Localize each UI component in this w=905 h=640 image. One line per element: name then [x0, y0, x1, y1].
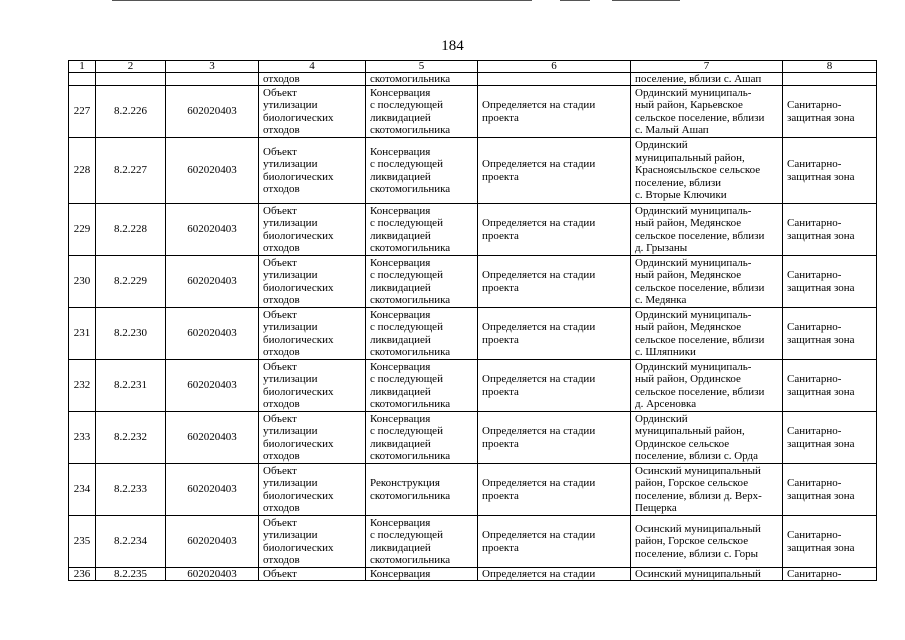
- object-cell: Объект утилизации биологических отходов: [259, 86, 366, 138]
- row-number-cell: 232: [69, 360, 96, 412]
- page-number: 184: [441, 38, 464, 54]
- action-cell: Консервация: [366, 568, 478, 581]
- action-cell: Консервация с последующей ликвидацией скотомогильника: [366, 308, 478, 360]
- location-cell: Осинский муниципальный район, Горское сельское поселение, вблизи с. Горы: [631, 516, 783, 568]
- location-cell: поселение, вблизи с. Ашап: [631, 73, 783, 86]
- oktmo-code-cell: 602020403: [166, 138, 259, 204]
- object-cell: Объект: [259, 568, 366, 581]
- item-code-cell: 8.2.230: [96, 308, 166, 360]
- table-row: [69, 464, 877, 516]
- row-number-cell: 227: [69, 86, 96, 138]
- item-code-cell: 8.2.233: [96, 464, 166, 516]
- zone-cell: Санитарно- защитная зона: [783, 464, 877, 516]
- item-code-cell: 8.2.228: [96, 204, 166, 256]
- zone-cell: Санитарно- защитная зона: [783, 516, 877, 568]
- action-cell: Консервация с последующей ликвидацией скотомогильника: [366, 516, 478, 568]
- term-cell: Определяется на стадии проекта: [478, 86, 631, 138]
- column-number: 5: [366, 61, 478, 73]
- location-cell: Ординский муниципаль- ный район, Ординское сельское поселение, вблизи д. Арсеновка: [631, 360, 783, 412]
- zone-cell: Санитарно-: [783, 568, 877, 581]
- item-code-cell: 8.2.227: [96, 138, 166, 204]
- zone-cell: Санитарно- защитная зона: [783, 204, 877, 256]
- term-cell: Определяется на стадии проекта: [478, 464, 631, 516]
- row-number-cell: 229: [69, 204, 96, 256]
- row-number-cell: 228: [69, 138, 96, 204]
- table-row: [69, 412, 877, 464]
- column-number: 1: [69, 61, 96, 73]
- item-code-cell: 8.2.232: [96, 412, 166, 464]
- table-row: [69, 308, 877, 360]
- table-row: [69, 516, 877, 568]
- zone-cell: Санитарно- защитная зона: [783, 412, 877, 464]
- action-cell: Консервация с последующей ликвидацией скотомогильника: [366, 138, 478, 204]
- column-number: 8: [783, 61, 877, 73]
- item-code-cell: 8.2.226: [96, 86, 166, 138]
- scan-edge-mark: [112, 0, 532, 1]
- oktmo-code-cell: 602020403: [166, 308, 259, 360]
- action-cell: Консервация с последующей ликвидацией скотомогильника: [366, 256, 478, 308]
- term-cell: Определяется на стадии проекта: [478, 308, 631, 360]
- zone-cell: Санитарно- защитная зона: [783, 308, 877, 360]
- object-cell: Объект утилизации биологических отходов: [259, 308, 366, 360]
- column-number: 2: [96, 61, 166, 73]
- item-code-cell: 8.2.234: [96, 516, 166, 568]
- action-cell: Консервация с последующей ликвидацией скотомогильника: [366, 412, 478, 464]
- oktmo-code-cell: 602020403: [166, 464, 259, 516]
- object-cell: Объект утилизации биологических отходов: [259, 464, 366, 516]
- action-cell: Консервация с последующей ликвидацией скотомогильника: [366, 204, 478, 256]
- location-cell: Осинский муниципальный район, Горское сельское поселение, вблизи д. Верх- Пещерка: [631, 464, 783, 516]
- term-cell: Определяется на стадии проекта: [478, 138, 631, 204]
- zone-cell: Санитарно- защитная зона: [783, 86, 877, 138]
- row-number-cell: 236: [69, 568, 96, 581]
- object-cell: Объект утилизации биологических отходов: [259, 516, 366, 568]
- oktmo-code-cell: 602020403: [166, 204, 259, 256]
- location-cell: Ординский муниципальный район, Красноясыльское сельское поселение, вблизи с. Вторые Ключики: [631, 138, 783, 204]
- table-row: [69, 360, 877, 412]
- action-cell: Консервация с последующей ликвидацией скотомогильника: [366, 360, 478, 412]
- location-cell: Ординский муниципаль- ный район, Медянское сельское поселение, вблизи д. Грызаны: [631, 204, 783, 256]
- location-cell: Ординский муниципаль- ный район, Медянское сельское поселение, вблизи с. Шляпники: [631, 308, 783, 360]
- item-code-cell: 8.2.235: [96, 568, 166, 581]
- row-number-cell: 230: [69, 256, 96, 308]
- location-cell: Осинский муниципальный: [631, 568, 783, 581]
- zone-cell: Санитарно- защитная зона: [783, 360, 877, 412]
- table-row: [69, 138, 877, 204]
- column-number: 4: [259, 61, 366, 73]
- action-cell: Консервация с последующей ликвидацией скотомогильника: [366, 86, 478, 138]
- row-number-cell: 234: [69, 464, 96, 516]
- continuation-row: [69, 73, 877, 86]
- term-cell: Определяется на стадии проекта: [478, 412, 631, 464]
- location-cell: Ординский муниципаль- ный район, Медянское сельское поселение, вблизи с. Медянка: [631, 256, 783, 308]
- scan-edge-mark: [560, 0, 590, 1]
- table-row-partial: [69, 568, 877, 581]
- term-cell: Определяется на стадии проекта: [478, 516, 631, 568]
- oktmo-code-cell: 602020403: [166, 256, 259, 308]
- row-number-cell: 231: [69, 308, 96, 360]
- location-cell: Ординский муниципаль- ный район, Карьевское сельское поселение, вблизи с. Малый Ашап: [631, 86, 783, 138]
- oktmo-code-cell: 602020403: [166, 360, 259, 412]
- term-cell: Определяется на стадии проекта: [478, 360, 631, 412]
- oktmo-code-cell: 602020403: [166, 86, 259, 138]
- table-row: [69, 256, 877, 308]
- oktmo-code-cell: 602020403: [166, 568, 259, 581]
- term-cell: Определяется на стадии проекта: [478, 204, 631, 256]
- registry-table: [68, 60, 877, 581]
- table-row: [69, 204, 877, 256]
- oktmo-code-cell: 602020403: [166, 516, 259, 568]
- column-number: 7: [631, 61, 783, 73]
- row-number-cell: 233: [69, 412, 96, 464]
- table-row: [69, 86, 877, 138]
- zone-cell: Санитарно- защитная зона: [783, 138, 877, 204]
- object-cell: Объект утилизации биологических отходов: [259, 138, 366, 204]
- object-cell: Объект утилизации биологических отходов: [259, 204, 366, 256]
- object-cell: Объект утилизации биологических отходов: [259, 412, 366, 464]
- object-cell: Объект утилизации биологических отходов: [259, 256, 366, 308]
- zone-cell: Санитарно- защитная зона: [783, 256, 877, 308]
- column-number-row: [69, 61, 877, 73]
- action-cell: Реконструкция скотомогильника: [366, 464, 478, 516]
- column-number: 6: [478, 61, 631, 73]
- object-cell: Объект утилизации биологических отходов: [259, 360, 366, 412]
- term-cell: Определяется на стадии проекта: [478, 256, 631, 308]
- item-code-cell: 8.2.231: [96, 360, 166, 412]
- row-number-cell: 235: [69, 516, 96, 568]
- term-cell: Определяется на стадии: [478, 568, 631, 581]
- column-number: 3: [166, 61, 259, 73]
- oktmo-code-cell: 602020403: [166, 412, 259, 464]
- action-cell: скотомогильника: [366, 73, 478, 86]
- item-code-cell: 8.2.229: [96, 256, 166, 308]
- location-cell: Ординский муниципальный район, Ординское сельское поселение, вблизи с. Орда: [631, 412, 783, 464]
- object-cell: отходов: [259, 73, 366, 86]
- scan-edge-mark: [612, 0, 680, 1]
